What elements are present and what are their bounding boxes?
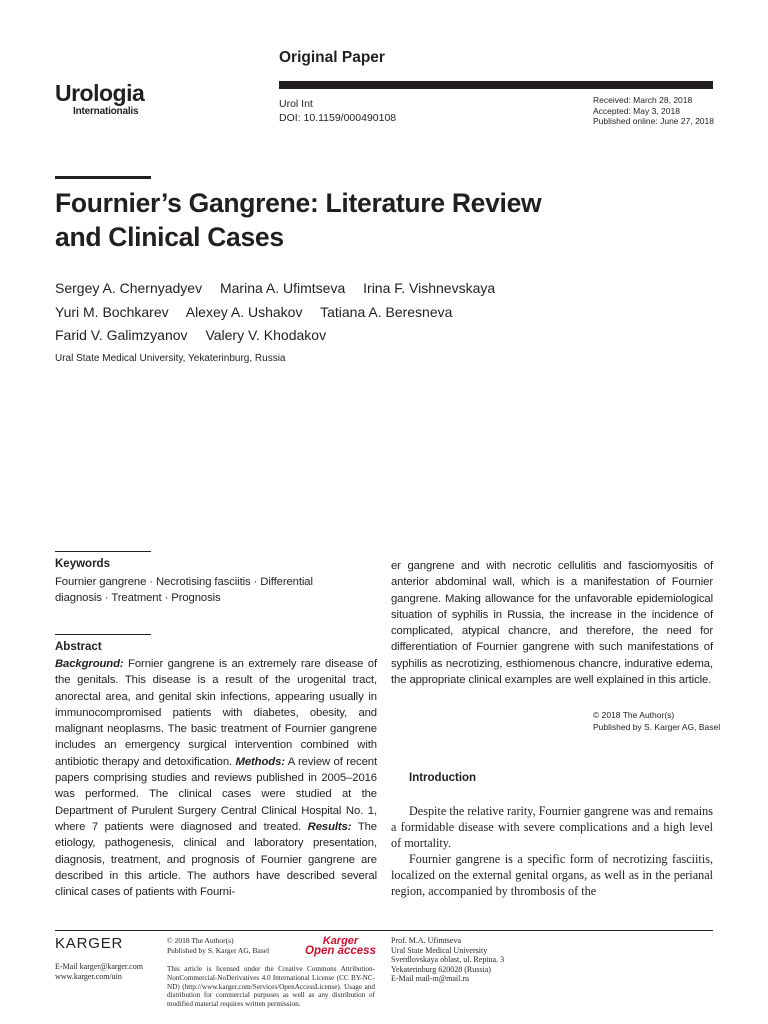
open-access-logo-top: Karger [322,935,359,947]
introduction-body [391,803,713,899]
contact-email[interactable]: E-Mail mail-m@mail.ru [391,974,470,984]
results-label: Results: [307,820,352,833]
results-text: The etiology, pathogenesis, clinical and laboratory presentation, diagnosis, treatment, and prognosis of Fournier gangrene are described in this article. The authors have described several clinical cases of patients with Fourni- [55,820,377,899]
publisher-email[interactable]: E-Mail karger@karger.com [55,962,143,971]
abstract-copyright [593,710,720,733]
article-title [55,186,655,254]
journal-info [279,97,396,125]
abstract-body [55,656,377,900]
author-name: Yuri M. Bochkarev [55,303,169,320]
received-date: Received: March 28, 2018 [593,95,693,105]
publication-dates [593,95,714,127]
journal-logo: Urologia [55,80,145,106]
background-text: Fornier gangrene is an extremely rare disease of the genitals. This disease is a result of the urogenital tract, anorectal area, and genital skin infections, appearing usually in immunocompromised patients with diabetes, obesity, and malignant neoplasms. The basic treatment of Fournier gangrene includes an emergency surgical intervention combined with antibiotic therapy and detoxification. [55,658,377,768]
abstract-heading: Abstract [55,641,102,653]
correspondence-address [391,936,504,984]
publisher-logo: KARGER [55,935,124,952]
background-label: Background: [55,658,124,670]
footer-copyright-line: © 2018 The Author(s) [167,936,234,945]
methods-text: A review of recent papers comprising studies and reviews published in 2005–2016 was performed. The clinical cases were studied at the Department of Purulent Surgery Central Clinical Hospital No. 1, where 7 patients were diagnosed and treated. [55,755,377,833]
author-name: Farid V. Galimzyanov [55,327,188,343]
footer-publisher-line: Published by S. Karger AG, Basel [167,945,270,955]
publisher-line: Published by S. Karger AG, Basel [593,721,721,732]
title-rule [55,176,151,179]
author-name: Valery V. Khodakov [205,327,327,343]
keywords-line: diagnosis · Treatment · Prognosis [55,592,221,605]
author-name: Sergey A. Chernyadyev [55,280,203,296]
open-access-logo [305,936,376,956]
author-row [55,277,695,301]
title-line-1: Fournier’s Gangrene: Literature Review [55,188,542,218]
author-row [55,301,695,325]
publisher-website[interactable]: www.karger.com/uin [55,972,122,981]
article-type: Original Paper [279,49,385,66]
open-access-logo-bottom: Open access [305,945,376,957]
author-name: Tatiana A. Beresneva [320,303,453,320]
header-rule [279,81,713,89]
author-row [55,324,695,348]
footer-copyright [167,936,269,955]
contact-name: Prof. M.A. Ufimtseva [391,936,461,945]
journal-abbrev: Urol Int [279,98,313,110]
author-name: Irina F. Vishnevskaya [363,280,496,296]
keywords-list [55,574,377,607]
copyright-line: © 2018 The Author(s) [593,710,675,720]
accepted-date: Accepted: May 3, 2018 [593,105,680,116]
footer-rule [55,930,713,931]
introduction-heading: Introduction [409,772,477,784]
keywords-rule [55,551,151,552]
abstract-rule [55,634,151,635]
keywords-line: Fournier gangrene · Necrotising fasciitis · Differential [55,576,313,588]
intro-paragraph: Fournier gangrene is a specific form of necrotizing fasciitis, localized on the external genital organs, as well as in the perianal region, accompanied by thrombosis of the [391,852,713,898]
license-text: This article is licensed under the Creative Commons Attribution-NonCommercial-NoDerivatives 4.0 International License (CC BY-NC-ND) (http://www.karger.com/Services/OpenAccessLicense). Usage and distribution for commercial purposes as well as any distribution of modified material requires written permission. [167,965,375,1009]
contact-street: Sverdlovskaya oblast, ul. Repina. 3 [391,955,505,965]
author-list [55,277,695,348]
intro-paragraph: Despite the relative rarity, Fournier gangrene was and remains a formidable disease with severe complications and a high level of mortality. [391,804,713,850]
affiliation: Ural State Medical University, Yekaterinburg, Russia [55,353,286,364]
abstract-continued: er gangrene and with necrotic cellulitis and fasciomyositis of anterior abdominal wall, which is a manifestation of Fournier gangrene. Making allowance for the unfavorable epidemiological situation of syphilis in Russia, the increase in the incidence of complicated, atypical chancre, and therefore, the need for differentiation of Fournier gangrene with such manifestations of syphilis as necrotizing, esthiomenous chancre, indurative edema, the appropriate clinical examples are well explained in this article. [391,560,713,687]
doi[interactable]: DOI: 10.1159/000490108 [279,112,397,124]
contact-city: Yekaterinburg 620028 (Russia) [391,964,491,974]
author-name: Marina A. Ufimtseva [219,280,346,296]
methods-label: Methods: [235,755,285,768]
publisher-contact [55,962,143,982]
journal-logo-subtitle: Internationalis [73,106,139,117]
published-date: Published online: June 27, 2018 [593,116,714,126]
title-line-2: and Clinical Cases [55,222,284,252]
keywords-heading: Keywords [55,558,110,570]
contact-org: Ural State Medical University [391,945,488,955]
author-name: Alexey A. Ushakov [185,303,303,320]
